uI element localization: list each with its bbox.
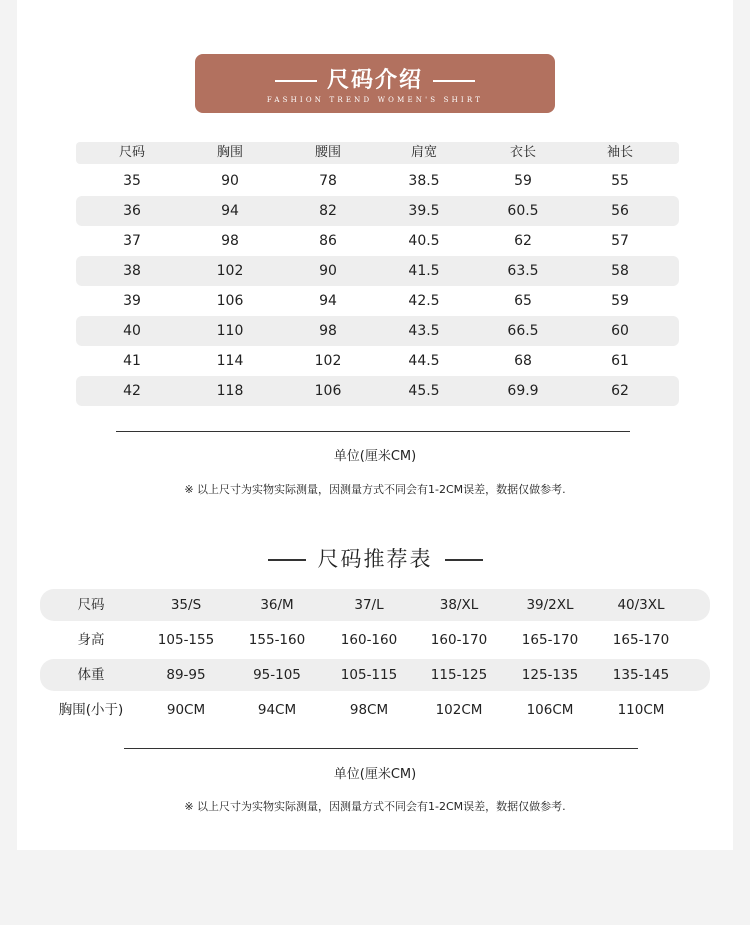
- table-cell: 65: [514, 293, 532, 309]
- table-cell: 94: [319, 293, 337, 309]
- table-row: [76, 316, 679, 346]
- table-cell: 89-95: [166, 667, 206, 683]
- banner-subtitle: FASHION TREND WOMEN'S SHIRT: [266, 96, 484, 104]
- table-cell: 55: [611, 173, 629, 189]
- column-header: 肩宽: [410, 145, 437, 160]
- table-cell: 94: [221, 203, 239, 219]
- table-cell: 102: [314, 353, 342, 369]
- table-cell: 60.5: [507, 203, 539, 219]
- row-label: 胸围(小于): [58, 702, 124, 718]
- table-cell: 37: [123, 233, 141, 249]
- table-cell: 38: [123, 263, 141, 279]
- table-cell: 42.5: [408, 293, 440, 309]
- table-cell: 36: [123, 203, 141, 219]
- banner-title-text: 尺码介绍: [326, 68, 423, 93]
- table-cell: 106CM: [526, 702, 574, 718]
- table-row: [40, 694, 710, 726]
- table-cell: 115-125: [430, 667, 488, 683]
- column-header: 袖长: [606, 145, 633, 160]
- table-cell: 62: [514, 233, 532, 249]
- table-cell: 98CM: [349, 702, 389, 718]
- row-label: 身高: [77, 632, 105, 648]
- table-cell: 56: [611, 203, 629, 219]
- table-cell: 66.5: [507, 323, 539, 339]
- table-row: [76, 196, 679, 226]
- table-cell: 106: [216, 293, 244, 309]
- recommend-table-divider: [124, 748, 638, 749]
- table-row: [76, 346, 679, 376]
- table-cell: 165-170: [521, 632, 579, 648]
- table-cell: 59: [514, 173, 532, 189]
- size-table-header: [76, 142, 679, 164]
- table-cell: 160-160: [340, 632, 398, 648]
- table-row: [40, 589, 710, 621]
- size-table: [76, 142, 679, 407]
- table-cell: 90CM: [166, 702, 206, 718]
- table-cell: 106: [314, 383, 342, 399]
- table-row: [40, 659, 710, 691]
- size-table-divider: [116, 431, 630, 432]
- table-cell: 110: [216, 323, 244, 339]
- table-cell: 110CM: [617, 702, 665, 718]
- table-cell: 39: [123, 293, 141, 309]
- table-cell: 60: [611, 323, 629, 339]
- column-header: 衣长: [509, 145, 536, 160]
- table-cell: 165-170: [612, 632, 670, 648]
- table-cell: 41.5: [408, 263, 440, 279]
- banner-title: [195, 63, 555, 94]
- size-intro-banner: [195, 54, 555, 113]
- table-cell: 58: [611, 263, 629, 279]
- table-row: [76, 166, 679, 196]
- table-row: [76, 376, 679, 406]
- column-header: 胸围: [216, 145, 243, 160]
- column-header: 尺码: [118, 145, 145, 160]
- table-cell: 82: [319, 203, 337, 219]
- title-dash-left: [275, 80, 317, 82]
- table-cell: 86: [319, 233, 337, 249]
- table-cell: 36/M: [260, 597, 294, 613]
- table-cell: 38/XL: [439, 597, 479, 613]
- table-cell: 114: [216, 353, 244, 369]
- table-cell: 135-145: [612, 667, 670, 683]
- table-cell: 45.5: [408, 383, 440, 399]
- table-cell: 78: [319, 173, 337, 189]
- table-row: [40, 624, 710, 656]
- table-cell: 59: [611, 293, 629, 309]
- table-cell: 39.5: [408, 203, 440, 219]
- recommend-dash-left: [268, 559, 306, 561]
- table-cell: 35/S: [170, 597, 202, 613]
- table-cell: 105-155: [157, 632, 215, 648]
- table-cell: 40/3XL: [617, 597, 665, 613]
- recommend-title: [0, 543, 750, 573]
- recommend-table-note: ※ 以上尺寸为实物实际测量，因测量方式不同会有1-2CM误差，数据仅做参考.: [184, 800, 566, 813]
- table-cell: 44.5: [408, 353, 440, 369]
- table-row: [76, 226, 679, 256]
- table-cell: 118: [216, 383, 244, 399]
- recommend-dash-right: [445, 559, 483, 561]
- column-header: 腰围: [314, 145, 341, 160]
- table-cell: 35: [123, 173, 141, 189]
- table-cell: 40.5: [408, 233, 440, 249]
- title-dash-right: [433, 80, 475, 82]
- size-table-unit: 单位(厘米CM): [333, 449, 417, 464]
- table-cell: 160-170: [430, 632, 488, 648]
- table-cell: 94CM: [257, 702, 297, 718]
- table-cell: 102CM: [435, 702, 483, 718]
- table-cell: 68: [514, 353, 532, 369]
- table-cell: 37/L: [354, 597, 384, 613]
- table-cell: 62: [611, 383, 629, 399]
- row-label: 体重: [77, 667, 105, 683]
- table-cell: 38.5: [408, 173, 440, 189]
- table-cell: 63.5: [507, 263, 539, 279]
- size-table-note: ※ 以上尺寸为实物实际测量，因测量方式不同会有1-2CM误差，数据仅做参考.: [184, 483, 566, 496]
- table-cell: 43.5: [408, 323, 440, 339]
- table-cell: 42: [123, 383, 141, 399]
- table-cell: 125-135: [521, 667, 579, 683]
- table-cell: 155-160: [248, 632, 306, 648]
- table-cell: 61: [611, 353, 629, 369]
- table-cell: 98: [319, 323, 337, 339]
- table-cell: 98: [221, 233, 239, 249]
- recommend-title-text: 尺码推荐表: [317, 547, 433, 571]
- table-row: [76, 286, 679, 316]
- table-cell: 69.9: [507, 383, 539, 399]
- recommend-table: [40, 589, 710, 724]
- table-cell: 39/2XL: [526, 597, 574, 613]
- table-row: [76, 256, 679, 286]
- recommend-table-unit: 单位(厘米CM): [333, 767, 417, 782]
- table-cell: 105-115: [340, 667, 398, 683]
- table-cell: 95-105: [253, 667, 301, 683]
- table-cell: 40: [123, 323, 141, 339]
- row-label: 尺码: [77, 597, 105, 613]
- table-cell: 102: [216, 263, 244, 279]
- table-cell: 90: [221, 173, 239, 189]
- table-cell: 57: [611, 233, 629, 249]
- table-cell: 41: [123, 353, 141, 369]
- table-cell: 90: [319, 263, 337, 279]
